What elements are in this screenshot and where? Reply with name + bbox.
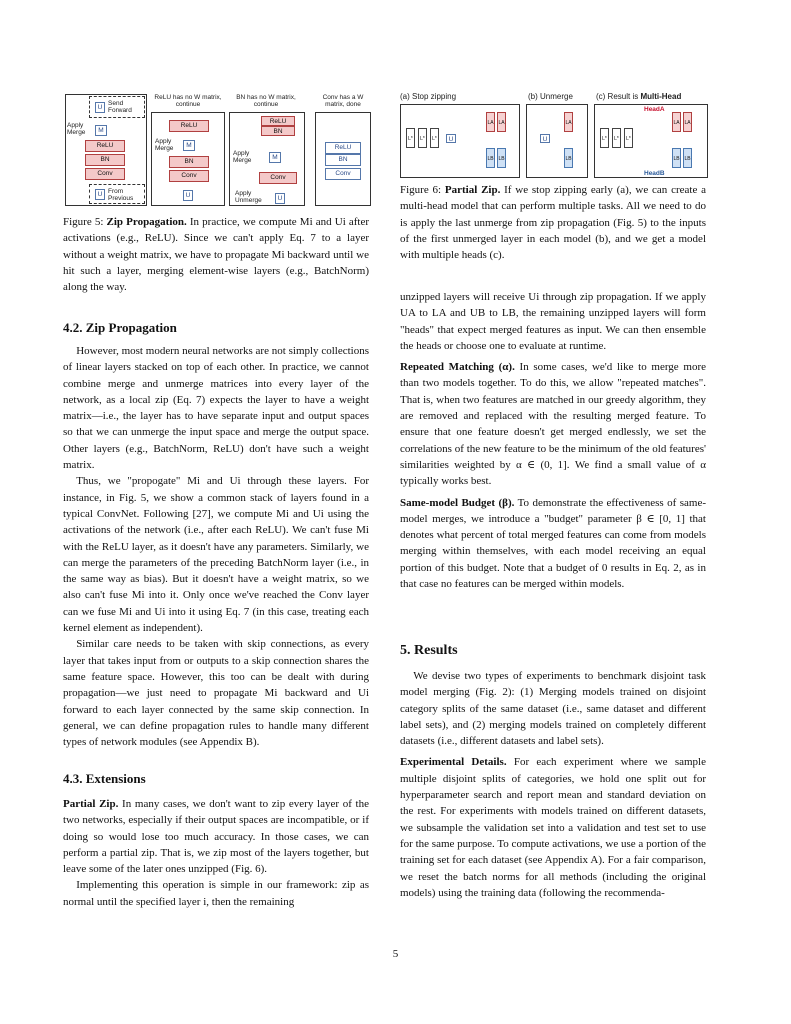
page-number: 5: [392, 948, 399, 960]
left-partial-zip-paragraph: [63, 796, 369, 877]
left-paragraph-3: Similar care needs to be taken with skip connections, as every layer that takes input from or outputs to a skip connection shares the same feature space. However, this too can be dealt with during propagation—we just need to propagate Mi backward and Ui forward to each layer connected by the same skip connection. In general, we can define propagation rules to handle many different types of network modules (see Appendix B).: [63, 638, 369, 749]
fig5-from-previous: From Previous: [108, 188, 134, 202]
right-experimental-details: [400, 754, 706, 901]
partial-zip-text: In many cases, we don't want to zip every layer of the two networks, especially if their output spaces are incompatible, or if doing so would lose too much accuracy. In those cases, we can perform a partial zip. That is, we zip most of the layers together, but leave some of the later ones unzipped (Fig. 6).: [63, 798, 369, 876]
right-same-model-budget: [400, 495, 706, 593]
fig6-caption-label: Figure 6:: [400, 184, 442, 196]
fig5-u-bottom: U: [95, 189, 105, 200]
fig5-caption-label: Figure 5:: [63, 216, 104, 228]
fig6-a-lb-2: LB: [497, 148, 506, 168]
section-4-3-heading: 4.3. Extensions: [63, 771, 146, 786]
fig6-c-lb-1: LB: [672, 148, 681, 168]
fig5-relu-0: ReLU: [85, 140, 125, 152]
figure-5: [63, 92, 373, 212]
fig5-bn-2: BN: [261, 126, 295, 136]
right-paragraph-4: We devise two types of experiments to benchmark disjoint task model merging (Fig. 2): (1) Merging models trained on disjoint category splits of the same dataset (i.e., same dataset and different label sets), and (2) merging models trained on completely different datasets (i.e., different datasets and label sets).: [400, 670, 706, 748]
fig5-apply-merge: Apply Merge: [67, 122, 86, 136]
experimental-details-label: Experimental Details.: [400, 756, 507, 769]
fig5-apply-unmerge: Apply Unmerge: [235, 190, 262, 204]
fig5-apply-merge-2: Apply Merge: [233, 150, 252, 164]
fig6-a-lstar-2: L*: [418, 128, 427, 148]
left-paragraph-1: However, most modern neural networks are not simply collections of linear layers stacked on top of each other. In practice, we cannot combine merge and unmerge matrices into every layer of the network, as a local zip (Eq. 7) expects the layer to have a weight matrix—i.e., the layer has to have separate input and output spaces so that we can unmerge the input space and merge the output space. Other layers (e.g., BatchNorm, ReLU) don't have such a weight matrix.: [63, 345, 369, 472]
fig5-bn-3: BN: [325, 154, 361, 166]
fig5-m-box-1: M: [183, 140, 195, 151]
fig5-relu-3: ReLU: [325, 142, 361, 154]
right-paragraph-1: unzipped layers will receive Ui through zip propagation. If we apply UA to LA and UB to LB, the remaining unzipped layers will form "heads" that expect merged features as input. We can then ensemble the heads or choose one to evaluate at runtime.: [400, 291, 706, 352]
repeated-matching-label: Repeated Matching (α).: [400, 361, 515, 374]
section-5-heading: 5. Results: [400, 643, 458, 658]
fig6-c-la-2: LA: [683, 112, 692, 132]
fig5-caption-bold: Zip Propagation.: [106, 216, 187, 228]
fig5-conv-2: Conv: [259, 172, 297, 184]
fig6-panel-c-prefix: (c) Result is: [596, 92, 641, 101]
figure-6: [400, 92, 710, 182]
fig6-c-lstar-2: L*: [612, 128, 621, 148]
fig6-panel-c-bold: Multi-Head: [640, 92, 682, 101]
fig5-bn-0: BN: [85, 154, 125, 166]
fig6-a-lstar-1: L*: [406, 128, 415, 148]
fig6-panel-a-title: (a) Stop zipping: [400, 92, 457, 101]
left-column-a: [63, 343, 369, 750]
repeated-matching-text: In some cases, we'd like to merge more than two models together. To do this, we allow "repeated matches". That is, when two features are matched in our greedy algorithm, they are removed and replaced with the resulting merged feature. To ensure that one feature doesn't get merged endlessly, we set the correlations of the new feature to be the minimum of the old features' similarities weighted by α ∈ (0, 1]. We find a small value of α typically works best.: [400, 361, 706, 488]
fig6-panel-c-title: [596, 92, 681, 101]
fig6-panel-b-title: (b) Unmerge: [528, 92, 573, 101]
left-paragraph-2: Thus, we "propogate" Mi and Ui through these layers. For instance, in Fig. 5, we show a common stack of layers found in a typical ConvNet. Following [27], we compute Mi and Ui using the activations of the network (i.e., after each ReLU). We can't fuse Mi with the ReLU layer, as it doesn't have any parameters. Similarly, we can merge the parameters of the preceding BatchNorm layer (i.e., in the same way as bias). But it doesn't have a weight matrix, so we also can't fuse Mi into it. Only once we've reached the Conv layer can we fuse Mi and Ui into it using Eq. 7 (in this case, treating each kernel element as independent).: [63, 475, 369, 635]
fig5-m-box-2: M: [269, 152, 281, 163]
fig5-conv-3: Conv: [325, 168, 361, 180]
same-model-budget-label: Same-model Budget (β).: [400, 496, 515, 509]
fig6-head-a: HeadA: [644, 106, 665, 113]
fig5-caption-text: In practice, we compute Mi and Ui after activations (e.g., ReLU). Since we can't apply Eq. 7 to a layer without a weight matrix, we have to propagate Mi backward until we hit such a layer, merging element-wise layers (e.g., BatchNorm) along the way.: [63, 216, 370, 294]
right-repeated-matching: [400, 359, 706, 489]
fig6-c-la-1: LA: [672, 112, 681, 132]
fig6-b-u: U: [540, 134, 550, 143]
fig5-relu-2: ReLU: [261, 116, 295, 126]
fig6-b-lb: LB: [564, 148, 573, 168]
fig6-a-lb-1: LB: [486, 148, 495, 168]
fig5-send-forward: Send Forward: [108, 100, 132, 114]
fig6-a-lstar-3: L*: [430, 128, 439, 148]
fig6-a-la-1: LA: [486, 112, 495, 132]
fig6-caption-bold: Partial Zip.: [444, 184, 501, 196]
fig6-head-b: HeadB: [644, 170, 665, 177]
fig5-u-1: U: [183, 190, 193, 201]
fig6-c-lb-2: LB: [683, 148, 692, 168]
fig6-b-la: LA: [564, 112, 573, 132]
fig5-apply-merge-1: Apply Merge: [155, 138, 174, 152]
fig6-caption-text: If we stop zipping early (a), we can create a multi-head model that can perform multiple tasks. All we need to do is apply the last unmerge from zip propagation (Fig. 5) to the inputs of the first unmerged layer in each model (b), and we get a model with multiple heads (c).: [400, 184, 707, 262]
partial-zip-label: Partial Zip.: [63, 798, 119, 810]
fig5-title-bn: BN has no W matrix, continue: [236, 94, 296, 108]
same-model-budget-text: To demonstrate the effectiveness of same-model merges, we introduce a "budget" parameter β ∈ [0, 1] that denotes what percent of total merged features can come from models merging within themselves, with each model receiving an equal portion of this budget. Note that a budget of 0 results in Eq. 2, as in that case no features can be merged within models.: [400, 496, 706, 591]
fig5-relu-1: ReLU: [169, 120, 209, 132]
figure-5-caption: [63, 214, 369, 295]
fig6-c-lstar-1: L*: [600, 128, 609, 148]
section-4-2-heading: 4.2. Zip Propagation: [63, 320, 177, 335]
fig5-title-relu: ReLU has no W matrix, continue: [154, 94, 222, 108]
right-column-b: [400, 668, 706, 901]
fig6-a-la-2: LA: [497, 112, 506, 132]
left-column-b: [63, 796, 369, 910]
fig6-a-u: U: [446, 134, 456, 143]
figure-6-caption: [400, 182, 706, 263]
fig6-panel-b: [526, 104, 588, 178]
fig5-m-box: M: [95, 125, 107, 136]
fig6-c-lstar-3: L*: [624, 128, 633, 148]
right-column-a: [400, 289, 706, 592]
fig5-title-conv: Conv has a W matrix, done: [322, 94, 364, 108]
fig5-conv-1: Conv: [169, 170, 209, 182]
fig5-u-top: U: [95, 102, 105, 113]
left-paragraph-5: Implementing this operation is simple in our framework: zip as normal until the specified layer i, then the remaining: [63, 879, 369, 908]
fig5-bn-1: BN: [169, 156, 209, 168]
experimental-details-text: For each experiment where we sample multiple disjoint splits of categories, we hold one split out for hyperparameter search and report mean and standard deviation on the rest. For experiments with models trained on different datasets, we subsample the validation set into a validation and test set to use for the same purpose. To compute activations, we use a portion of the training set for each dataset (see Appendix A). For a fair comparison, we reset the batch norms for all methods (including the original models) using the training data (following the recommenda-: [400, 756, 707, 899]
fig5-conv-0: Conv: [85, 168, 125, 180]
fig5-u-2: U: [275, 193, 285, 204]
